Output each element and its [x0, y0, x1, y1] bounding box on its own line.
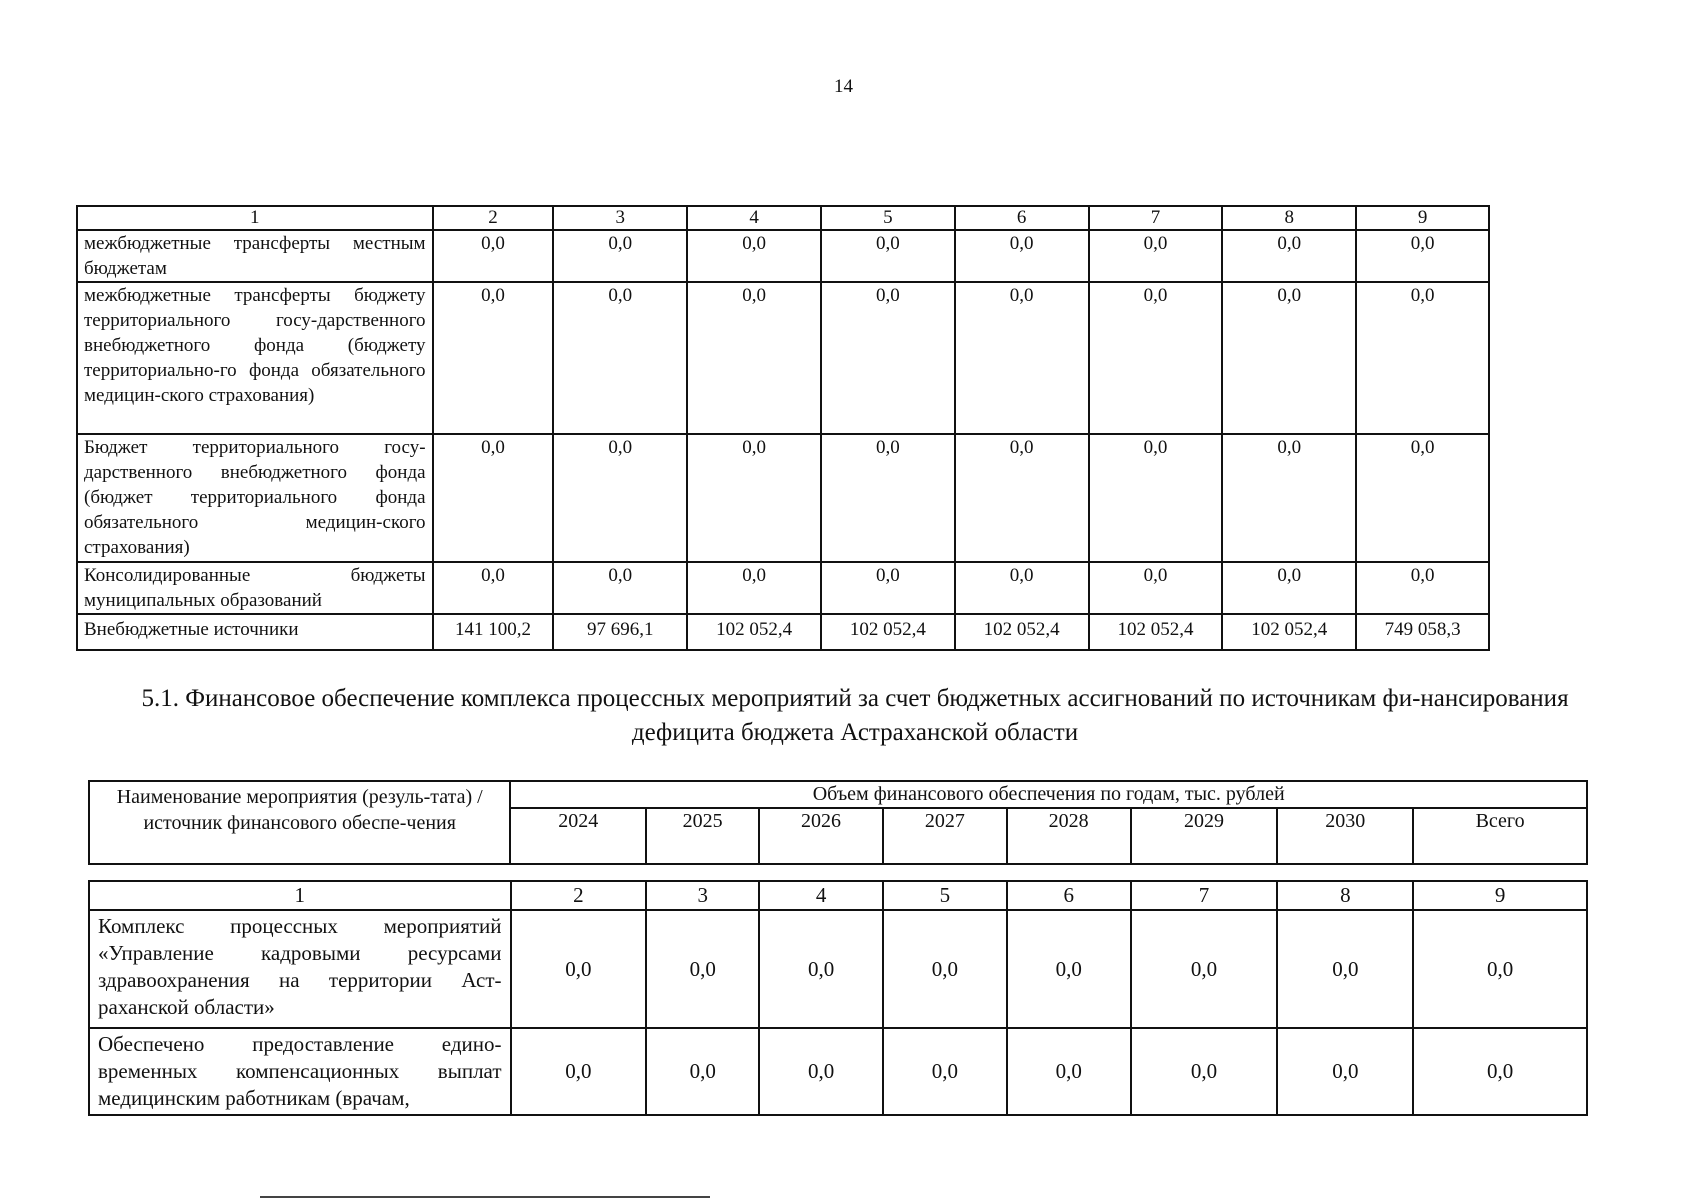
table-row: [89, 1028, 1587, 1115]
year-header: 2026: [759, 808, 883, 864]
column-number: 8: [1277, 881, 1413, 910]
value-cell: 0,0: [553, 282, 687, 434]
value-cell: 0,0: [433, 562, 554, 614]
footer-divider: [260, 1196, 710, 1198]
column-number: 1: [89, 881, 511, 910]
column-number: 6: [1007, 881, 1131, 910]
group-header: Объем финансового обеспечения по годам, тыс. рублей: [510, 781, 1587, 808]
value-cell: 0,0: [1413, 910, 1587, 1028]
value-cell: 0,0: [1007, 1028, 1131, 1115]
column-caption: Наименование мероприятия (резуль-тата) / источник финансового обеспе-чения: [89, 781, 510, 864]
value-cell: 0,0: [646, 910, 759, 1028]
value-cell: 0,0: [433, 282, 554, 434]
value-cell: 0,0: [1222, 282, 1356, 434]
value-cell: 0,0: [1222, 230, 1356, 282]
value-cell: 102 052,4: [1222, 614, 1356, 650]
column-number: 9: [1356, 206, 1489, 230]
column-number: 2: [433, 206, 554, 230]
page-number: 14: [834, 76, 853, 97]
row-label: Комплекс процессных мероприятий «Управление кадровыми ресурсами здравоохранения на территории Аст-раханской области»: [89, 910, 511, 1028]
table-row: [77, 230, 1489, 282]
value-cell: 0,0: [1413, 1028, 1587, 1115]
value-cell: 141 100,2: [433, 614, 554, 650]
value-cell: 102 052,4: [955, 614, 1089, 650]
column-number: 2: [511, 881, 647, 910]
value-cell: 102 052,4: [687, 614, 821, 650]
column-number: 6: [955, 206, 1089, 230]
value-cell: 0,0: [821, 562, 955, 614]
funding-table: [88, 880, 1588, 1116]
value-cell: 0,0: [821, 434, 955, 562]
value-cell: 0,0: [687, 562, 821, 614]
value-cell: 0,0: [1089, 434, 1223, 562]
value-cell: 0,0: [883, 910, 1007, 1028]
column-number: 3: [646, 881, 759, 910]
value-cell: 0,0: [1089, 562, 1223, 614]
column-number: 3: [553, 206, 687, 230]
table-row: [77, 282, 1489, 434]
year-header: 2030: [1277, 808, 1413, 864]
value-cell: 0,0: [433, 434, 554, 562]
column-number: 5: [821, 206, 955, 230]
value-cell: 0,0: [1222, 562, 1356, 614]
year-header: 2025: [646, 808, 759, 864]
value-cell: 0,0: [1277, 910, 1413, 1028]
total-header: Всего: [1413, 808, 1587, 864]
value-cell: 0,0: [1356, 282, 1489, 434]
value-cell: 102 052,4: [1089, 614, 1223, 650]
year-header: 2029: [1131, 808, 1278, 864]
table-header-row: [89, 881, 1587, 910]
value-cell: 0,0: [759, 910, 883, 1028]
value-cell: 0,0: [1007, 910, 1131, 1028]
column-number: 9: [1413, 881, 1587, 910]
table-row: [89, 910, 1587, 1028]
row-label: межбюджетные трансферты бюджету территориального госу-дарственного внебюджетного фонда (бюджету территориально-го фонда обязательного медицин-ского страхования): [77, 282, 433, 434]
value-cell: 0,0: [955, 230, 1089, 282]
value-cell: 0,0: [821, 282, 955, 434]
value-cell: 0,0: [1222, 434, 1356, 562]
value-cell: 0,0: [646, 1028, 759, 1115]
value-cell: 0,0: [1356, 230, 1489, 282]
value-cell: 0,0: [511, 1028, 647, 1115]
value-cell: 0,0: [1089, 230, 1223, 282]
value-cell: 0,0: [1131, 1028, 1278, 1115]
value-cell: 0,0: [553, 562, 687, 614]
value-cell: 102 052,4: [821, 614, 955, 650]
column-number: 7: [1089, 206, 1223, 230]
table-row: [77, 434, 1489, 562]
value-cell: 0,0: [687, 230, 821, 282]
funding-header-table: [88, 780, 1588, 865]
value-cell: 0,0: [821, 230, 955, 282]
value-cell: 749 058,3: [1356, 614, 1489, 650]
value-cell: 97 696,1: [553, 614, 687, 650]
value-cell: 0,0: [553, 230, 687, 282]
table-header-row: [77, 206, 1489, 230]
value-cell: 0,0: [553, 434, 687, 562]
value-cell: 0,0: [1277, 1028, 1413, 1115]
row-label: Консолидированные бюджеты муниципальных образований: [77, 562, 433, 614]
column-number: 5: [883, 881, 1007, 910]
table-header-row: [89, 781, 1587, 808]
column-number: 4: [759, 881, 883, 910]
value-cell: 0,0: [511, 910, 647, 1028]
column-number: 7: [1131, 881, 1278, 910]
value-cell: 0,0: [759, 1028, 883, 1115]
column-number: 8: [1222, 206, 1356, 230]
value-cell: 0,0: [883, 1028, 1007, 1115]
value-cell: 0,0: [1356, 434, 1489, 562]
value-cell: 0,0: [955, 282, 1089, 434]
row-label: межбюджетные трансферты местным бюджетам: [77, 230, 433, 282]
row-label: Бюджет территориального госу-дарственного внебюджетного фонда (бюджет территориального фонда обязательного медицин-ского страхования): [77, 434, 433, 562]
column-number: 1: [77, 206, 433, 230]
year-header: 2028: [1007, 808, 1131, 864]
value-cell: 0,0: [1356, 562, 1489, 614]
value-cell: 0,0: [687, 434, 821, 562]
value-cell: 0,0: [1089, 282, 1223, 434]
row-label: Внебюджетные источники: [77, 614, 433, 650]
value-cell: 0,0: [955, 562, 1089, 614]
value-cell: 0,0: [1131, 910, 1278, 1028]
section-heading: 5.1. Финансовое обеспечение комплекса процессных мероприятий за счет бюджетных ассигнований по источникам фи-нансирования дефицита бюджета Астраханской области: [141, 685, 1569, 746]
value-cell: 0,0: [687, 282, 821, 434]
year-header: 2027: [883, 808, 1007, 864]
value-cell: 0,0: [433, 230, 554, 282]
funding-table-continued: [76, 205, 1490, 651]
table-row: [77, 614, 1489, 650]
column-number: 4: [687, 206, 821, 230]
table-row: [77, 562, 1489, 614]
year-header: 2024: [510, 808, 646, 864]
value-cell: 0,0: [955, 434, 1089, 562]
row-label: Обеспечено предоставление едино-временных компенсационных выплат медицинским работникам (врачам,: [89, 1028, 511, 1115]
